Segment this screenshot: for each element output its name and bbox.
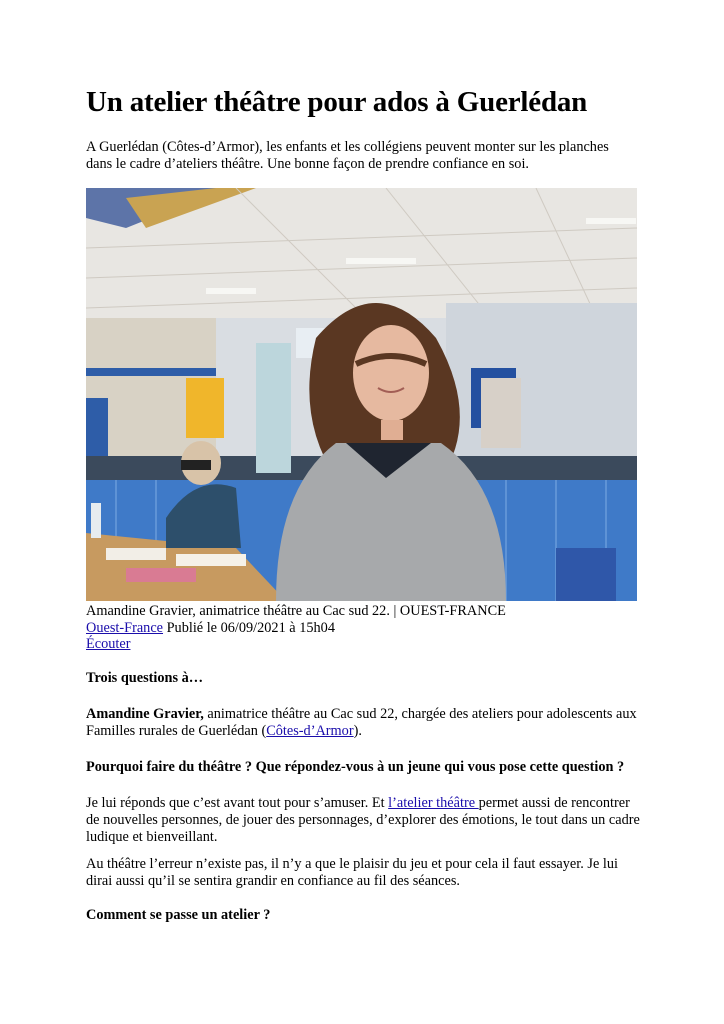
question-2: Comment se passe un atelier ?	[86, 907, 271, 923]
publish-date: Publié le 06/09/2021 à 15h04	[166, 620, 335, 636]
answer-1-end: permet aussi de rencontrer de nouvelles personnes, de jouer des personnages, d’explorer des émotions, le tout dans un cadre ludique et bienveillant.	[86, 795, 640, 845]
atelier-link[interactable]: l’atelier théâtre	[388, 795, 479, 811]
answer-1	[86, 795, 641, 846]
article-lede: A Guerlédan (Côtes-d’Armor), les enfants et les collégiens peuvent monter sur les planches dans le cadre d’ateliers théâtre. Une bonne façon de prendre confiance en soi.	[86, 139, 609, 172]
photo-caption: Amandine Gravier, animatrice théâtre au Cac sud 22. | OUEST-FRANCE	[86, 603, 506, 619]
question-1: Pourquoi faire du théâtre ? Que répondez-vous à un jeune qui vous pose cette question ?	[86, 759, 625, 775]
region-link[interactable]: Côtes-d’Armor	[266, 723, 354, 739]
listen-row	[86, 636, 130, 653]
article-title: Un atelier théâtre pour ados à Guerlédan	[86, 86, 588, 118]
byline	[86, 620, 335, 637]
section-heading: Trois questions à…	[86, 670, 204, 686]
article-photo	[86, 188, 637, 601]
intro-text: animatrice théâtre au Cac sud 22, chargée des ateliers pour adolescents aux Familles rurales de Guerlédan (	[86, 706, 637, 739]
intro-end: ).	[353, 723, 362, 739]
source-link[interactable]: Ouest-France	[86, 620, 164, 636]
intro-name: Amandine Gravier,	[86, 706, 204, 722]
answer-1-start: Je lui réponds que c’est avant tout pour s’amuser. Et	[86, 795, 389, 811]
intro-paragraph	[86, 706, 641, 740]
answer-1-paragraph-2: Au théâtre l’erreur n’existe pas, il n’y a que le plaisir du jeu et pour cela il faut essayer. Je lui dirai aussi qu’il se sentira grandir en confiance au fil des séances.	[86, 856, 618, 889]
listen-link[interactable]: Écouter	[86, 636, 131, 652]
